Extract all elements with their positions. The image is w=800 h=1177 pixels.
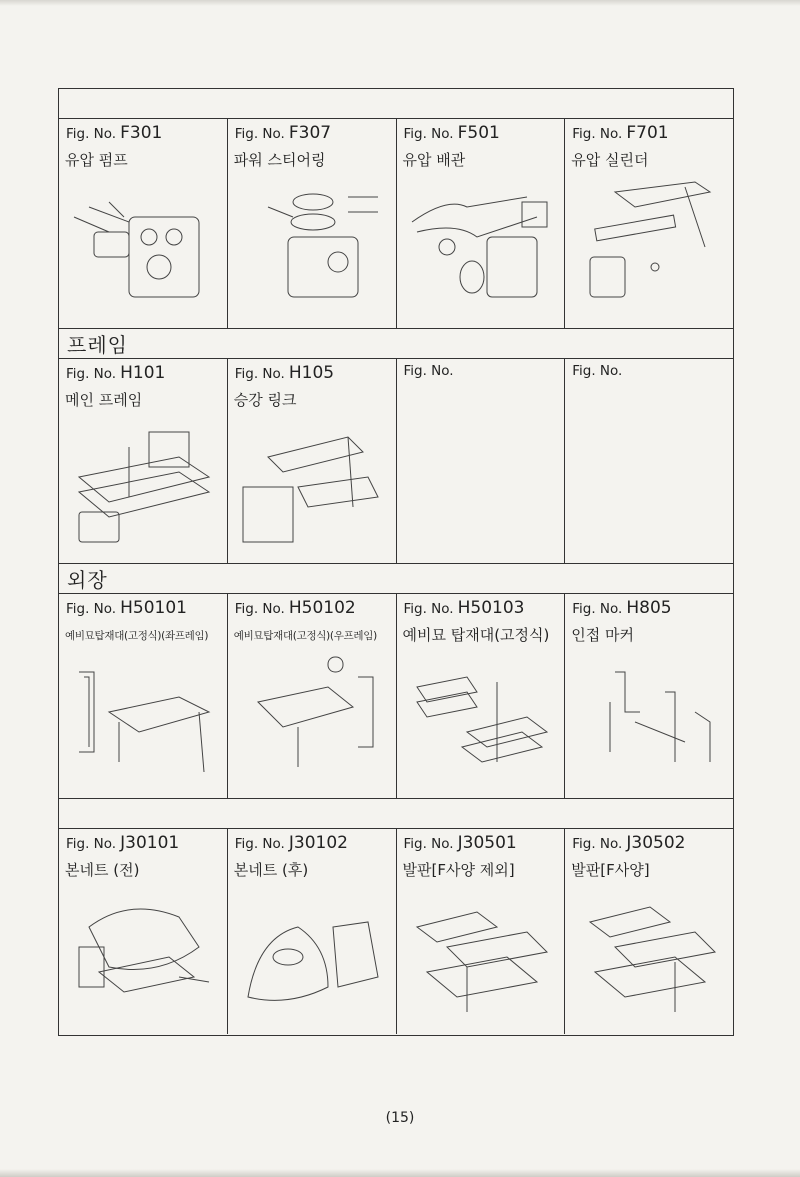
section-label: 외장 [67, 568, 108, 592]
fig-number: Fig. No. F301 [66, 123, 163, 143]
section-header-blank-1 [59, 89, 733, 119]
section-header-exterior [59, 564, 733, 594]
figure-row-frame [59, 359, 733, 564]
page-number: (15) [385, 1110, 415, 1126]
fig-number: Fig. No. H105 [234, 363, 335, 383]
figure-cell-f701[interactable] [565, 119, 733, 328]
figure-cell-f301[interactable] [59, 119, 228, 328]
fig-number: Fig. No. [403, 363, 454, 379]
fig-title: 발판[F사양 제외] [402, 861, 515, 879]
rear-bonnet-illustration [238, 887, 383, 1027]
figure-cell-h101[interactable] [59, 359, 228, 563]
fig-number: Fig. No. H805 [572, 598, 672, 618]
figure-cell-f501[interactable] [397, 119, 566, 328]
hydraulic-cylinder-illustration [575, 177, 720, 317]
figure-cell-h105[interactable] [228, 359, 397, 563]
figure-cell-empty-2 [565, 359, 733, 563]
fig-number: Fig. No. J30502 [572, 833, 686, 853]
main-frame-illustration [69, 417, 214, 557]
figure-cell-j30502[interactable] [565, 829, 733, 1034]
fig-title: 발판[F사양] [571, 861, 650, 879]
fig-title: 메인 프레임 [65, 391, 143, 409]
fig-number: Fig. No. F501 [403, 123, 500, 143]
fig-title: 파워 스티어링 [233, 151, 326, 169]
fig-number: Fig. No. J30101 [66, 833, 180, 853]
figure-cell-h50101[interactable] [59, 594, 228, 798]
hydraulic-pump-illustration [69, 177, 214, 317]
scan-edge-bottom [0, 1169, 800, 1177]
figure-cell-j30501[interactable] [397, 829, 566, 1034]
fig-number: Fig. No. H101 [66, 363, 166, 383]
step-f-spec-illustration [575, 887, 720, 1027]
figure-cell-f307[interactable] [228, 119, 397, 328]
fig-number: Fig. No. H50101 [66, 598, 187, 618]
figure-cell-j30101[interactable] [59, 829, 228, 1034]
figure-row-exterior [59, 594, 733, 799]
figure-cell-h805[interactable] [565, 594, 733, 798]
figure-row-body [59, 829, 733, 1034]
section-header-blank-2 [59, 799, 733, 829]
fig-number: Fig. No. J30501 [403, 833, 517, 853]
step-without-f-spec-illustration [407, 887, 552, 1027]
fig-title: 본네트 (전) [65, 861, 140, 879]
fig-number: Fig. No. [572, 363, 623, 379]
fig-title: 예비묘 탑재대(고정식) [402, 626, 550, 644]
figure-cell-h50102[interactable] [228, 594, 397, 798]
figure-row-hydraulics [59, 119, 733, 329]
figure-cell-h50103[interactable] [397, 594, 566, 798]
fig-number: Fig. No. F701 [572, 123, 669, 143]
adjacent-marker-illustration [575, 652, 720, 792]
section-label: 프레임 [67, 333, 128, 357]
spare-seedling-rack-left-illustration [69, 652, 214, 792]
front-bonnet-illustration [69, 887, 214, 1027]
lift-link-illustration [238, 417, 383, 557]
fig-title: 승강 링크 [233, 391, 297, 409]
fig-title: 유압 배관 [402, 151, 466, 169]
scan-edge-top [0, 0, 800, 6]
fig-number: Fig. No. F307 [234, 123, 332, 143]
hydraulic-piping-illustration [407, 177, 552, 317]
parts-index-table [58, 88, 734, 1036]
figure-cell-empty-1 [397, 359, 566, 563]
fig-title: 인접 마커 [571, 626, 634, 644]
spare-seedling-rack-fixed-illustration [407, 652, 552, 792]
figure-cell-j30102[interactable] [228, 829, 397, 1034]
fig-title: 예비묘탑재대(고정식)(좌프레임) [65, 630, 209, 642]
fig-title: 유압 실린더 [571, 151, 649, 169]
fig-number: Fig. No. J30102 [234, 833, 348, 853]
fig-title: 유압 펌프 [65, 151, 128, 169]
fig-number: Fig. No. H50103 [403, 598, 525, 618]
fig-number: Fig. No. H50102 [234, 598, 356, 618]
power-steering-illustration [238, 177, 383, 317]
fig-title: 본네트 (후) [233, 861, 309, 879]
spare-seedling-rack-right-illustration [238, 652, 383, 792]
section-header-frame [59, 329, 733, 359]
fig-title: 예비묘탑재대(고정식)(우프레임) [233, 630, 377, 642]
